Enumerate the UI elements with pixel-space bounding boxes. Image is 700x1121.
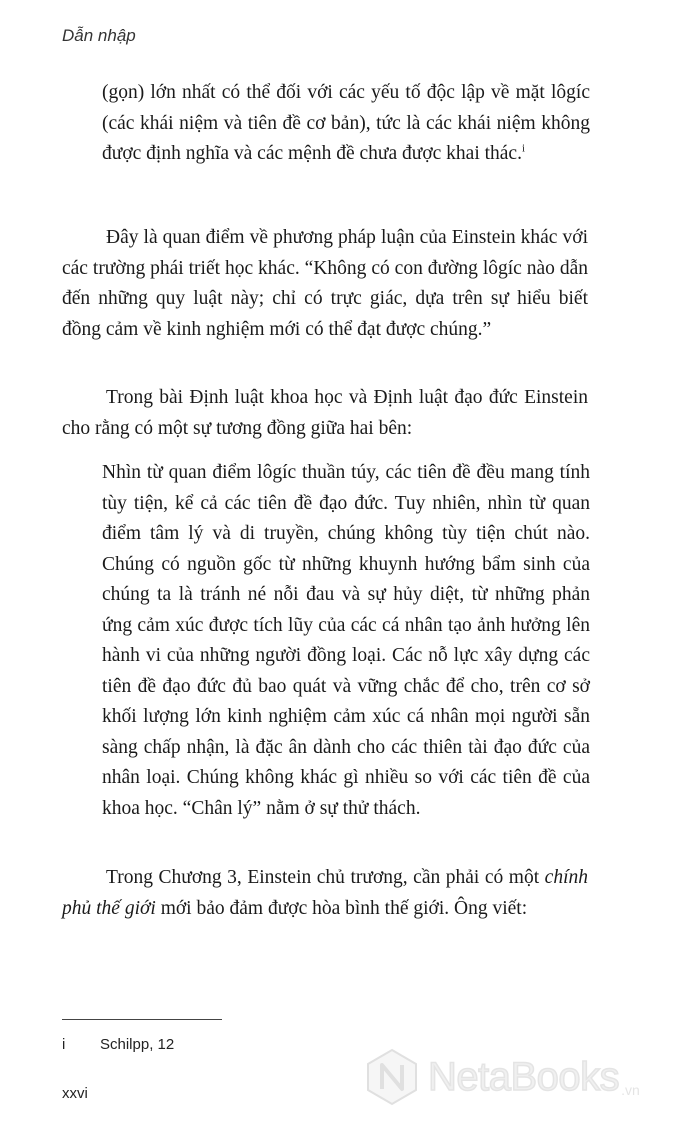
- watermark: [362, 1044, 692, 1110]
- footnote-reference: i: [521, 142, 526, 155]
- footnote: [62, 1036, 174, 1053]
- continuation-paragraph: [0, 78, 700, 170]
- footnote-divider: [62, 1019, 222, 1020]
- block-quote: Nhìn từ quan điểm lôgíc thuần túy, các tiên đề đều mang tính tùy tiện, kể cả các tiên đề đạo đức. Tuy nhiên, nhìn từ quan điểm tâm lý và di truyền, chúng không tùy tiện chút nào. Chúng có nguồn gốc từ những khuynh hướng bẩm sinh của chúng ta là tránh né nỗi đau và sự hủy diệt, từ những phản ứng cảm xúc được tích lũy của các cá nhân tạo ảnh hưởng lên hành vi của những người đồng loại. Các nỗ lực xây dựng các tiên đề đạo đức đủ bao quát và vững chắc để cho, trên cơ sở khối lượng lớn kinh nghiệm cảm xúc cá nhân mọi người sẵn sàng chấp nhận, là đặc ân dành cho các thiên tài đạo đức của nhân loại. Chúng không khác gì nhiều so với các tiên đề của khoa học. “Chân lý” nằm ở sự thử thách.: [102, 462, 590, 819]
- paragraph-text-start: Trong Chương 3, Einstein chủ trương, cần phải có một: [106, 867, 545, 888]
- page-number: xxvi: [62, 1085, 88, 1102]
- footnote-mark: i: [62, 1036, 66, 1053]
- watermark-domain: .vn: [621, 1082, 640, 1098]
- paragraph-methodology: Đây là quan điểm về phương pháp luận của Einstein khác với các trường phái triết học khác. “Không có con đường lôgíc nào dẫn đến những quy luật này; chỉ có trực giác, dựa trên sự hiểu biết đồng cảm về kinh nghiệm mới có thể đạt được chúng.”: [62, 227, 588, 340]
- paragraph-text-end: mới bảo đảm được hòa bình thế giới. Ông viết:: [155, 897, 528, 919]
- italic-phrase: chính phủ thế giới: [62, 867, 588, 919]
- continuation-text: (gọn) lớn nhất có thể đối với các yếu tố độc lập về mặt lôgíc (các khái niệm và tiên đề cơ bản), tức là các khái niệm không được định nghĩa và các mệnh đề chưa được khai thác.: [102, 82, 590, 164]
- paragraph-world-government: [0, 863, 700, 924]
- netabooks-logo-icon: [362, 1047, 422, 1107]
- running-head: Dẫn nhập: [62, 26, 136, 45]
- paragraph-science-ethics: Trong bài Định luật khoa học và Định luật đạo đức Einstein cho rằng có một sự tương đồng giữa hai bên:: [62, 387, 588, 439]
- watermark-brand: NetaBooks: [428, 1054, 620, 1099]
- footnote-text: Schilpp, 12: [100, 1036, 175, 1053]
